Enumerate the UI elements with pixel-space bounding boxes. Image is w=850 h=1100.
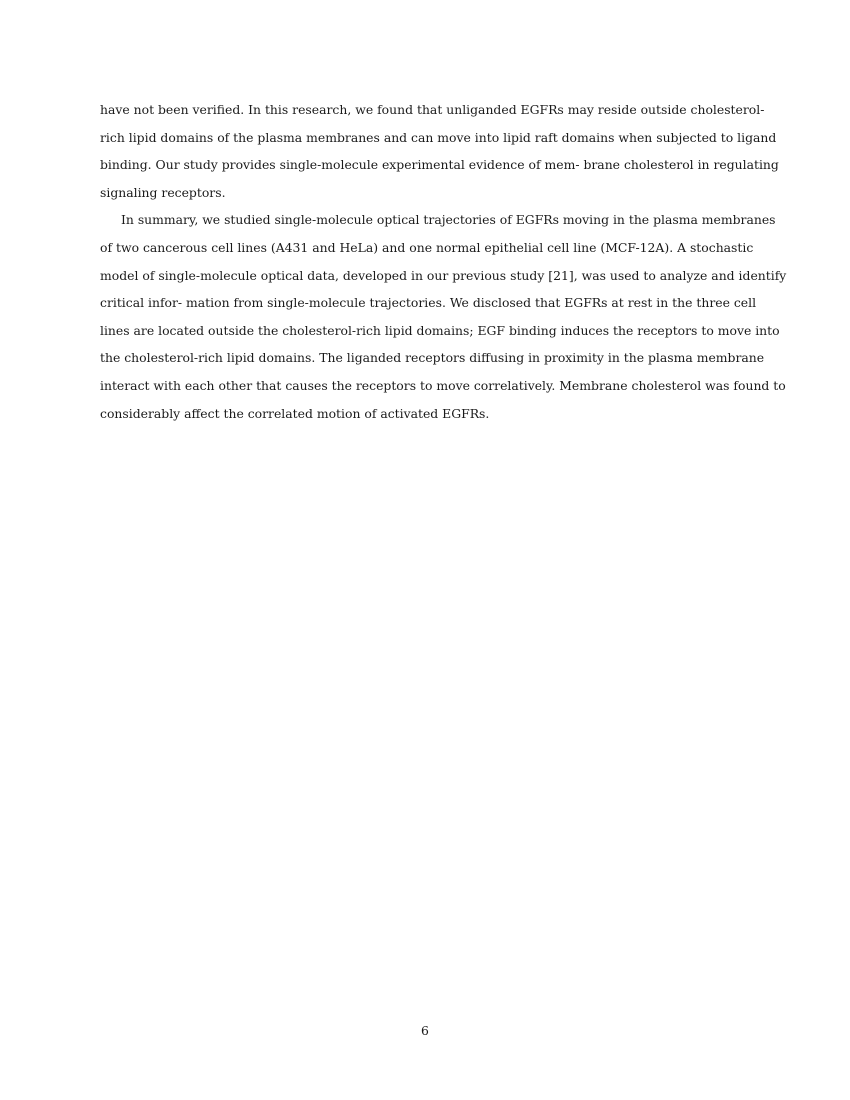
text-line: model of single-molecule optical data, developed in our previous study [21], was used to analyze and identify (100, 267, 787, 283)
text-line: have not been verified. In this research, we found that unliganded EGFRs may reside outside cholesterol- (100, 102, 765, 117)
text-line: binding. Our study provides single-molecule experimental evidence of mem- brane cholesterol in regulating (100, 157, 779, 173)
text-line: signaling receptors. (100, 184, 226, 200)
text-line: interact with each other that causes the receptors to move correlatively. Membrane cholesterol was found to (100, 377, 786, 393)
body-text (100, 96, 787, 427)
text-line: In summary, we studied single-molecule optical trajectories of EGFRs moving in the plasma membranes (121, 212, 776, 228)
paragraph-2 (100, 206, 787, 427)
text-line: rich lipid domains of the plasma membranes and can move into lipid raft domains when subjected to ligand (100, 129, 777, 145)
paragraph-1 (100, 96, 779, 206)
text-line: the cholesterol-rich lipid domains. The liganded receptors diffusing in proximity in the plasma membrane (100, 350, 765, 366)
text-line: considerably affect the correlated motion of activated EGFRs. (100, 405, 490, 421)
text-line: critical infor- mation from single-molecule trajectories. We disclosed that EGFRs at rest in the three cell (100, 295, 757, 311)
page-number: 6 (421, 1023, 429, 1038)
text-line: lines are located outside the cholesterol-rich lipid domains; EGF binding induces the receptors to move into (100, 322, 780, 338)
text-line: of two cancerous cell lines (A431 and HeLa) and one normal epithelial cell line (MCF-12A). A stochastic (100, 239, 754, 255)
